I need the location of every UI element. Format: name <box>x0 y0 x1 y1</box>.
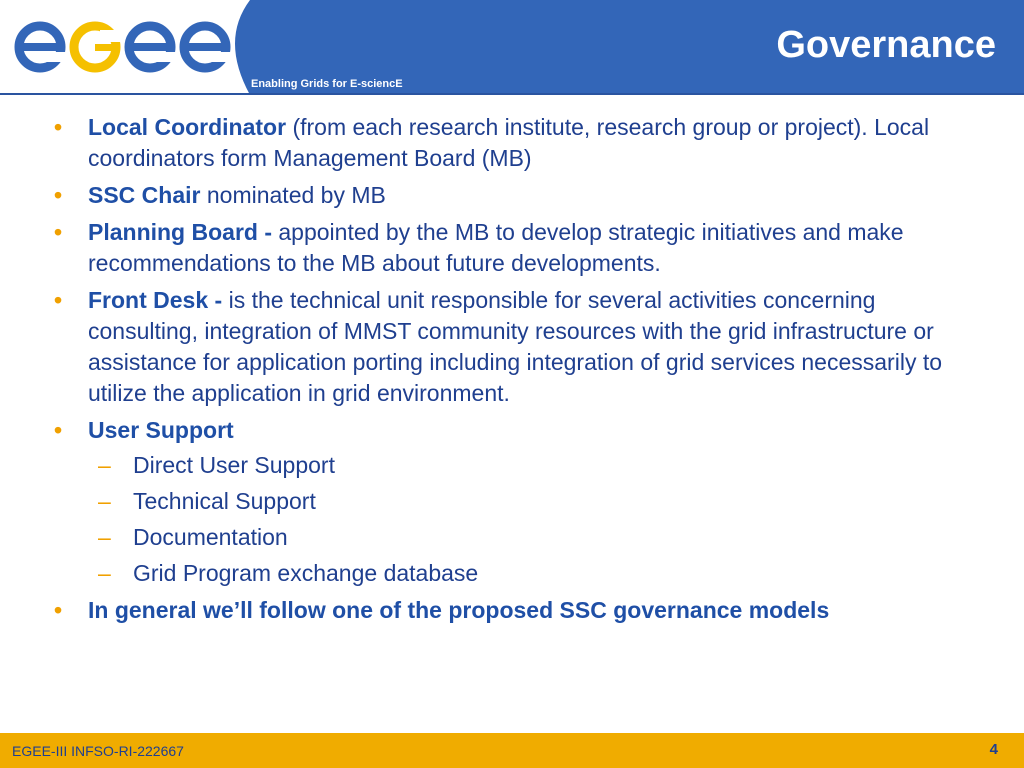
sub-item-grid-program-exchange <box>88 558 988 589</box>
bullet-title: Local Coordinator <box>88 114 287 140</box>
bullet-icon: • <box>54 287 63 313</box>
bullet-front-desk <box>48 285 988 409</box>
sub-item-technical-support <box>88 486 988 517</box>
dash-icon: – <box>98 488 111 514</box>
sub-item-direct-user-support <box>88 450 988 481</box>
page-number: 4 <box>989 741 998 758</box>
bullet-planning-board <box>48 217 988 279</box>
bullet-ssc-chair <box>48 180 988 211</box>
tagline: Enabling Grids for E-sciencE <box>251 78 403 90</box>
bullet-icon: • <box>54 417 63 443</box>
header-band <box>0 0 1024 95</box>
bullet-title: Planning Board - <box>88 219 272 245</box>
dash-icon: – <box>98 560 111 586</box>
bullet-user-support <box>48 415 988 589</box>
bullet-icon: • <box>54 219 63 245</box>
slide-content <box>48 112 988 632</box>
bullet-icon: • <box>54 114 63 140</box>
header-divider <box>0 93 1024 95</box>
bullet-title: User Support <box>88 417 234 443</box>
egee-logo-icon <box>0 0 250 95</box>
sub-item-label: Documentation <box>133 524 288 550</box>
bullet-text: (from each research institute, research group or project). Local coordinators form Management Board (MB) <box>88 114 930 171</box>
footer-band <box>0 733 1024 768</box>
bullet-local-coordinator <box>48 112 988 174</box>
sub-item-label: Technical Support <box>133 488 316 514</box>
bullet-title: SSC Chair <box>88 182 201 208</box>
bullet-text: appointed by the MB to develop strategic initiatives and make recommendations to the MB about future developments. <box>88 219 904 276</box>
dash-icon: – <box>98 524 111 550</box>
bullet-general-governance <box>48 595 988 626</box>
dash-icon: – <box>98 452 111 478</box>
sub-item-label: Direct User Support <box>133 452 335 478</box>
bullet-text: nominated by MB <box>200 182 386 208</box>
sub-item-documentation <box>88 522 988 553</box>
bullet-title: Front Desk - <box>88 287 223 313</box>
bullet-text: is the technical unit responsible for several activities concerning consulting, integration of MMST community resources with the grid infrastructure or assistance for application porting including integration of grid services necessarily to utilize the application in grid environment. <box>88 287 943 406</box>
page-title: Governance <box>776 24 996 66</box>
egee-logo <box>0 0 250 95</box>
footer-project-id: EGEE-III INFSO-RI-222667 <box>12 743 184 759</box>
bullet-icon: • <box>54 182 63 208</box>
bullet-title: In general we’ll follow one of the proposed SSC governance models <box>88 597 830 623</box>
bullet-icon: • <box>54 597 63 623</box>
user-support-sub-list <box>88 450 988 589</box>
sub-item-label: Grid Program exchange database <box>133 560 479 586</box>
